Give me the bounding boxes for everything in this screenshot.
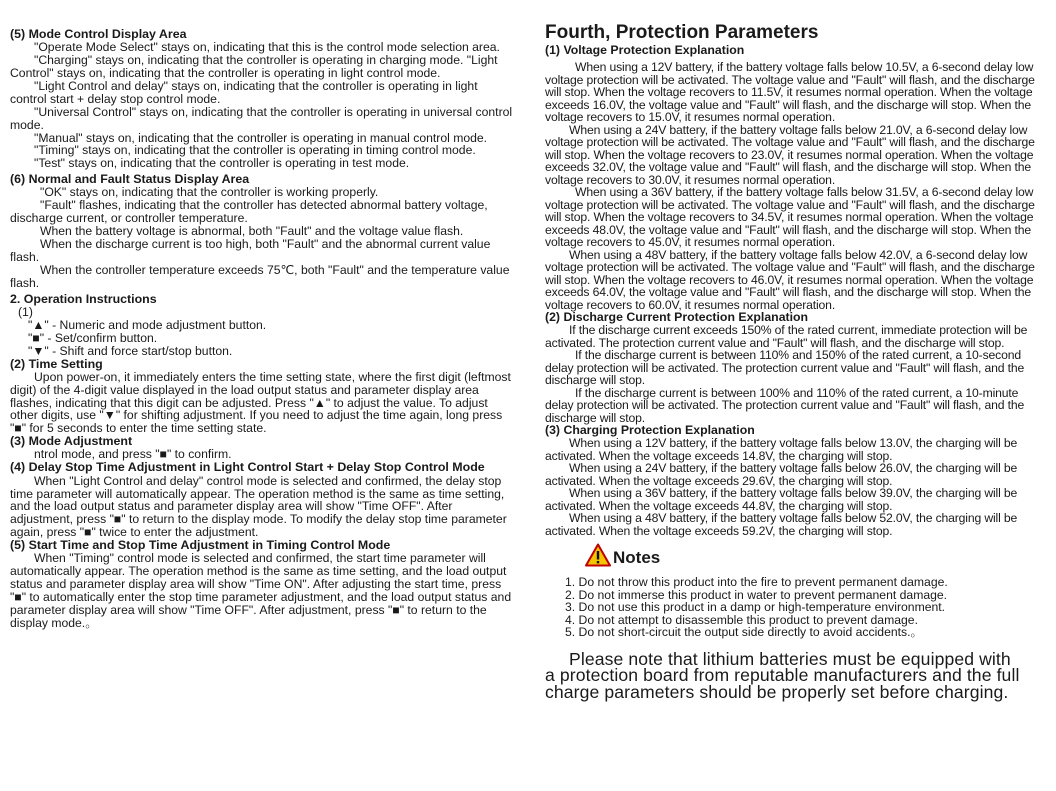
left-column [10, 28, 516, 630]
para: ntrol mode, and press "■" to confirm. [34, 447, 232, 462]
notes-list [565, 576, 1045, 639]
warning-triangle-icon [585, 543, 611, 572]
notes-header [585, 543, 1045, 572]
final-line: a protection board from reputable manufacturers and the full [545, 665, 1020, 686]
mode-control-heading: (5) Mode Control Display Area [10, 27, 187, 41]
para: When using a 48V battery, if the battery voltage falls below 52.0V, the charging will be activated. When the voltage exceeds 59.2V, the charging will stop. [545, 511, 1018, 538]
para: When using a 36V battery, if the battery voltage falls below 31.5V, a 6-second delay low voltage protection will be activated. The voltage value and "Fault" will flash, and the discharge will stop. When the voltage recovers to 34.5V, it resumes normal operation. When the voltage exceeds 48.0V, the voltage value and "Fault" will flash, and the discharge will stop. When the voltage recovers to 45.0V, it resumes normal operation. [545, 185, 1035, 249]
para: When using a 24V battery, if the battery voltage falls below 21.0V, a 6-second delay low voltage protection will be activated. The voltage value and "Fault" will flash, and the discharge will stop. When the voltage recovers to 23.0V, it resumes normal operation. When the voltage exceeds 32.0V, the voltage value and "Fault" will flash, and the discharge will stop. When the voltage recovers to 30.0V, it resumes normal operation. [545, 122, 1035, 187]
mode-adjust-heading: (3) Mode Adjustment [10, 434, 133, 449]
para: When using a 36V battery, if the battery voltage falls below 39.0V, the charging will be activated. When the voltage exceeds 44.8V, the charging will stop. [545, 486, 1018, 513]
timing-heading: (5) Start Time and Stop Time Adjustment in Timing Control Mode [10, 538, 391, 553]
down-button-desc: "▼" - Shift and force start/stop button. [28, 343, 233, 358]
para: If the discharge current is between 110% and 150% of the rated current, a 10-second delay protection will be activated. The protection current value and "Fault" will flash, and the discharge will stop. [545, 348, 1025, 387]
para: When using a 24V battery, if the battery voltage falls below 26.0V, the charging will be activated. When the voltage exceeds 29.6V, the charging will stop. [545, 461, 1018, 488]
para: "Fault" flashes, indicating that the controller has detected abnormal battery voltage, discharge current, or controller temperature. [10, 198, 488, 226]
para: When the battery voltage is abnormal, both "Fault" and the voltage value flash. [40, 224, 464, 239]
final-line: Please note that lithium batteries must be equipped with [569, 648, 1011, 669]
para: "OK" stays on, indicating that the controller is working properly. [40, 185, 379, 200]
list-item: 3. Do not use this product in a damp or high-temperature environment. [565, 600, 946, 614]
list-item: 1. Do not throw this product into the fire to prevent permanent damage. [565, 575, 948, 589]
list-item: 4. Do not attempt to disassemble this product to prevent damage. [565, 612, 918, 627]
para: "Operate Mode Select" stays on, indicating that this is the control mode selection area. [34, 40, 500, 55]
right-column [545, 22, 1045, 700]
final-warning [545, 648, 1045, 702]
set-button-desc: "■" - Set/confirm button. [28, 330, 158, 345]
list-item: 2. Do not immerse this product in water to prevent permanent damage. [565, 587, 948, 602]
list-item: 5. Do not short-circuit the output side directly to avoid accidents.。 [565, 625, 923, 639]
para: When the discharge current is too high, both "Fault" and the abnormal current value flash. [10, 237, 491, 264]
notes-title: Notes [613, 547, 661, 567]
para: If the discharge current exceeds 150% of the rated current, immediate protection will be activated. The protection current value and "Fault" will flash, and the discharge will stop. [545, 323, 1028, 350]
delay-stop-heading: (4) Delay Stop Time Adjustment in Light Control Start + Delay Stop Control Mode [10, 460, 485, 475]
operation-heading: 2. Operation Instructions [10, 291, 157, 306]
discharge-protection-heading: (2) Discharge Current Protection Explanation [545, 310, 809, 324]
voltage-protection-heading: (1) Voltage Protection Explanation [545, 43, 745, 57]
time-setting-heading: (2) Time Setting [10, 356, 103, 371]
para: When using a 48V battery, if the battery voltage falls below 42.0V, a 6-second delay low voltage protection will be activated. The voltage value and "Fault" will flash, and the discharge will stop. When the voltage recovers to 46.0V, it resumes normal operation. When the voltage exceeds 64.0V, the voltage value and "Fault" will flash, and the discharge will stop. When the voltage recovers to 60.0V, it resumes normal operation. [545, 247, 1035, 312]
para: When using a 12V battery, if the battery voltage falls below 13.0V, the charging will be activated. When the voltage exceeds 14.8V, the charging will stop. [545, 436, 1018, 463]
para: "Manual" stays on, indicating that the controller is operating in manual control mode. [34, 130, 488, 145]
fault-status-heading: (6) Normal and Fault Status Display Area [10, 172, 250, 187]
para: "Charging" stays on, indicating that the controller is operating in charging mode. "Light Control" stays on, indicating that the controller is operating in light control mode. [10, 53, 498, 81]
para: Upon power-on, it immediately enters the time setting state, where the first digit (leftmost digit) of the 4-digit value displayed in the load output status and parameter display area flashes, indicating that this digit can be adjusted. Press "▲" to adjust the value. To adjust other digits, use "▼" for shifting adjustment. If you need to adjust the time again, long press "■" for 5 seconds to enter the time setting state. [10, 369, 511, 436]
para: When using a 12V battery, if the battery voltage falls below 10.5V, a 6-second delay low voltage protection will be activated. The voltage value and "Fault" will flash, and the discharge will stop. When the voltage recovers to 11.5V, it resumes normal operation. When the voltage exceeds 16.0V, the voltage value and "Fault" will flash, and the discharge will stop. When the voltage recovers to 15.0V, it resumes normal operation. [545, 60, 1035, 124]
final-line: charge parameters should be properly set before charging. [545, 681, 1009, 702]
para: When "Timing" control mode is selected and confirmed, the start time parameter will automatically appear. The operation method is the same as time setting, and the load output status and parameter display area will show "Time ON". After adjusting the start time, press "■" to automatically enter the stop time parameter adjustment, and the load output status and parameter display area will show "Time OFF". After adjustment, press "■" to return to the display mode.。 [10, 551, 512, 630]
page-title: Fourth, Protection Parameters [545, 22, 819, 43]
para: (1) [18, 304, 33, 319]
para: "Test" stays on, indicating that the controller is operating in test mode. [34, 156, 410, 171]
charging-protection-heading: (3) Charging Protection Explanation [545, 423, 755, 437]
para: "Timing" stays on, indicating that the controller is operating in timing control mode. [34, 143, 476, 158]
para: "Universal Control" stays on, indicating that the controller is operating in universal control mode. [10, 104, 513, 132]
para: When "Light Control and delay" control mode is selected and confirmed, the delay stop time parameter will automatically appear. The operation method is the same as time setting, and the load output status and parameter display area will show "Time OFF". After adjustment, press "■" to return to the display mode. To modify the delay stop time parameter again, press "■" twice to enter the adjustment. [10, 473, 507, 540]
up-button-desc: "▲" - Numeric and mode adjustment button. [28, 317, 267, 332]
para: If the discharge current is between 100% and 110% of the rated current, a 10-minute delay protection will be activated. The protection current value and "Fault" will flash, and the discharge will stop. [545, 385, 1025, 425]
para: "Light Control and delay" stays on, indicating that the controller is operating in light control start + delay stop control mode. [10, 78, 478, 106]
para: When the controller temperature exceeds 75℃, both "Fault" and the temperature value flash. [10, 262, 510, 290]
